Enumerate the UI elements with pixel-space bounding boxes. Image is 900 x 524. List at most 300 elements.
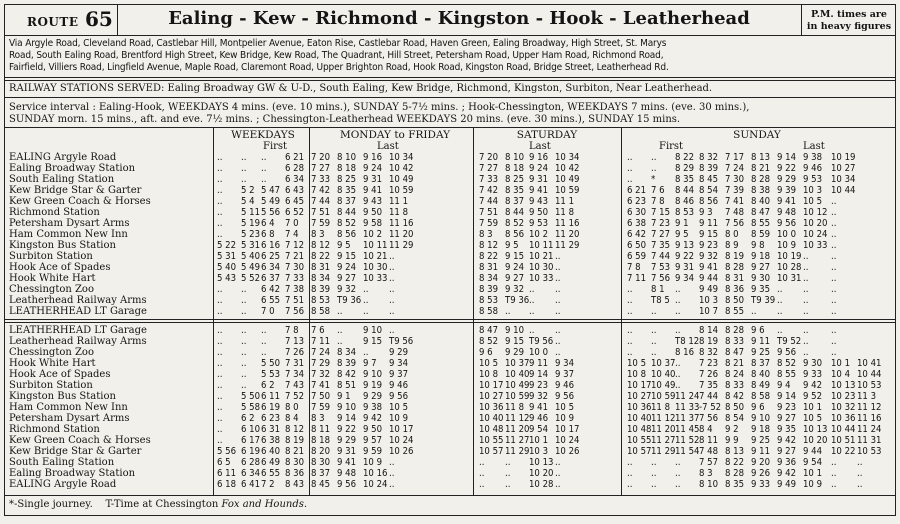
inbound-time-cell: 8 20 [311, 446, 331, 457]
outbound-time-cell: 9 32 [505, 284, 525, 295]
outbound-time-cell: .. [337, 306, 343, 317]
inbound-time-cell: .. [675, 479, 681, 490]
outbound-time-cell: 8 3 [479, 229, 493, 240]
inbound-time-cell: 10 24 [555, 435, 580, 446]
inbound-time-cell: 10 40 [505, 369, 530, 380]
outbound-time-cell: .. [389, 295, 395, 306]
inbound-time-cell: 8 32 [699, 347, 719, 358]
outbound-time-cell: 8 34 [311, 273, 331, 284]
outbound-time-cell: 7 12 [285, 240, 305, 251]
inbound-stop-5: Surbiton Station [9, 380, 93, 391]
inbound-time-cell: 9 7 [363, 358, 377, 369]
outbound-time-cell: .. [555, 251, 561, 262]
inbound-time-cell: 6 23 [261, 413, 281, 424]
outbound-time-cell: 10 2 [363, 229, 383, 240]
inbound-time-cell: 7 11 [311, 336, 331, 347]
inbound-time-cell: 11 12 [505, 413, 530, 424]
outbound-time-cell: 6 50 [627, 240, 647, 251]
inbound-time-cell: .. [217, 391, 223, 402]
outbound-time-cell: 8 59 [751, 229, 771, 240]
inbound-time-cell: 7 34 [285, 369, 305, 380]
outbound-time-cell: 9 31 [529, 174, 549, 185]
inbound-time-cell: 6 31 [261, 424, 281, 435]
outbound-time-cell: 9 8 [751, 240, 765, 251]
inbound-time-cell: 9 38 [363, 402, 383, 413]
inbound-stop-0: LEATHERHEAD LT Garage [9, 325, 147, 336]
inbound-time-cell: 8 52 [777, 358, 797, 369]
inbound-time-cell: 8 33 [725, 380, 745, 391]
inbound-time-cell: 11 31 [857, 435, 882, 446]
outbound-time-cell: 7 27 [311, 163, 331, 174]
outbound-time-cell: 8 10 [337, 152, 357, 163]
inbound-time-cell: .. [627, 479, 633, 490]
divider [5, 495, 895, 496]
group-monday-friday: MONDAY to FRIDAY [339, 129, 451, 141]
outbound-time-cell: 7 56 [651, 273, 671, 284]
outbound-time-cell: .. [831, 251, 837, 262]
outbound-time-cell: 7 15 [651, 207, 671, 218]
inbound-time-cell: 8 24 [725, 369, 745, 380]
inbound-time-cell: .. [627, 457, 633, 468]
outbound-time-cell: .. [831, 273, 837, 284]
inbound-time-cell: 9 56 [777, 347, 797, 358]
outbound-time-cell: 6 38 [627, 218, 647, 229]
inbound-time-cell: 8 28 [725, 325, 745, 336]
outbound-time-cell: 7 56 [725, 218, 745, 229]
inbound-time-cell: 9 11 [751, 336, 771, 347]
outbound-time-cell: 7 59 [311, 218, 331, 229]
inbound-time-cell: 10 1 [529, 435, 549, 446]
outbound-time-cell: 8 12 [479, 240, 499, 251]
outbound-time-cell: .. [831, 306, 837, 317]
outbound-time-cell: 8 28 [751, 174, 771, 185]
outbound-time-cell: 6 55 [261, 295, 281, 306]
inbound-time-cell: 9 6 [479, 347, 493, 358]
footnote-single: *-Single journey. [9, 499, 93, 510]
outbound-time-cell: 9 29 [777, 174, 797, 185]
inbound-time-cell: 9 41 [529, 402, 549, 413]
outbound-time-cell: 8 22 [479, 251, 499, 262]
outbound-stop-14: LEATHERHEAD LT Garage [9, 306, 147, 317]
inbound-time-cell: 9 54 [803, 457, 823, 468]
outbound-time-cell: 9 13 [675, 240, 695, 251]
inbound-time-cell: 6 49 [261, 457, 281, 468]
outbound-time-cell: .. [217, 174, 223, 185]
inbound-time-cell: 7 59 [311, 402, 331, 413]
outbound-time-cell: 9 22 [777, 163, 797, 174]
divider [5, 77, 895, 81]
inbound-time-cell: 10 13 [803, 424, 828, 435]
inbound-time-cell: 9 27 [777, 413, 797, 424]
outbound-time-cell: 8 31 [311, 262, 331, 273]
outbound-time-cell: T8 5 [651, 295, 670, 306]
inbound-time-cell: 9 46 [529, 413, 549, 424]
inbound-time-cell: 10 5 [389, 402, 409, 413]
inbound-time-cell: 11 27 [651, 435, 676, 446]
outbound-time-cell: .. [627, 306, 633, 317]
outbound-time-cell: 8 28 [725, 262, 745, 273]
outbound-time-cell: 9 31 [363, 174, 383, 185]
outbound-time-cell: .. [831, 262, 837, 273]
outbound-time-cell: .. [675, 284, 681, 295]
outbound-time-cell: 7 38 [285, 284, 305, 295]
inbound-time-cell: 10 36 [479, 402, 504, 413]
outbound-time-cell: 9 15 [699, 229, 719, 240]
inbound-time-cell: 9 56 [389, 391, 409, 402]
inbound-time-cell: 5 50 [261, 358, 281, 369]
outbound-time-cell: 6 21 [627, 185, 647, 196]
inbound-time-cell: 10 9 [803, 479, 823, 490]
outbound-time-cell: .. [261, 152, 267, 163]
outbound-stop-7: Ham Common New Inn [9, 229, 128, 240]
outbound-time-cell: 7 30 [285, 262, 305, 273]
outbound-time-cell: 8 18 [505, 163, 525, 174]
inbound-time-cell: 11 20 [505, 424, 530, 435]
outbound-time-cell: 6 8 [261, 229, 275, 240]
outbound-time-cell: 7 41 [725, 196, 745, 207]
outbound-time-cell: 7 44 [651, 251, 671, 262]
inbound-time-cell: 10 32 [831, 402, 856, 413]
inbound-time-cell: 8 21 [725, 358, 745, 369]
outbound-time-cell: .. [651, 163, 657, 174]
inbound-time-cell: .. [241, 347, 247, 358]
outbound-time-cell: 7 59 [479, 218, 499, 229]
outbound-time-cell: 8 34 [479, 273, 499, 284]
inbound-time-cell: 9 31 [337, 446, 357, 457]
inbound-time-cell: 9 42 [803, 380, 823, 391]
inbound-time-cell: 11 37 [675, 413, 700, 424]
inbound-time-cell: .. [857, 479, 863, 490]
inbound-time-cell: .. [831, 479, 837, 490]
outbound-time-cell: 10 19 [831, 152, 856, 163]
inbound-time-cell: 8 45 [311, 479, 331, 490]
inbound-time-cell: 9 33 [803, 369, 823, 380]
inbound-stop-11: Kew Bridge Star & Garter [9, 446, 142, 457]
inbound-time-cell: 9 50 [363, 424, 383, 435]
outbound-time-cell: .. [777, 306, 783, 317]
inbound-time-cell: 11 12 [651, 413, 676, 424]
outbound-time-cell: 7 24 [725, 163, 745, 174]
outbound-time-cell: 10 34 [555, 152, 580, 163]
inbound-time-cell: 9 46 [555, 380, 575, 391]
inbound-stop-8: Petersham Dysart Arms [9, 413, 130, 424]
inbound-time-cell: 9 30 [803, 358, 823, 369]
outbound-time-cell: 9 3 [699, 207, 713, 218]
outbound-time-cell: .. [241, 306, 247, 317]
outbound-time-cell: 8 19 [725, 251, 745, 262]
outbound-time-cell: 8 22 [675, 152, 695, 163]
inbound-time-cell: 8 40 [751, 369, 771, 380]
inbound-time-cell: 9 25 [751, 347, 771, 358]
inbound-time-cell: 10 22 [831, 446, 856, 457]
inbound-time-cell: 9 41 [337, 457, 357, 468]
outbound-time-cell: .. [217, 185, 223, 196]
outbound-time-cell: 7 39 [725, 185, 745, 196]
inbound-time-cell: 10 36 [627, 402, 652, 413]
inbound-time-cell: 10 5 [555, 402, 575, 413]
inbound-time-cell: .. [241, 358, 247, 369]
inbound-time-cell: .. [505, 457, 511, 468]
inbound-time-cell: 8 19 [285, 435, 305, 446]
outbound-time-cell: T9 36 [505, 295, 530, 306]
railway-label: RAILWAY STATIONS SERVED [9, 83, 161, 94]
inbound-time-cell: 10 59 [651, 391, 676, 402]
inbound-time-cell: 10 27 [627, 391, 652, 402]
pm-note-line-2: in heavy figures [806, 21, 892, 32]
outbound-time-cell: 6 52 [285, 207, 305, 218]
outbound-time-cell: 5 40 [217, 262, 237, 273]
inbound-time-cell: 9 6 [751, 325, 765, 336]
inbound-time-cell: 10 37 [505, 358, 530, 369]
inbound-time-cell: 9 22 [337, 424, 357, 435]
inbound-time-cell: 8 18 [311, 435, 331, 446]
inbound-time-cell: 10 1 [803, 402, 823, 413]
outbound-time-cell: 7 0 [261, 306, 275, 317]
inbound-time-cell: 11 8 [651, 402, 671, 413]
inbound-time-cell: .. [363, 347, 369, 358]
outbound-time-cell: 7 51 [311, 207, 331, 218]
inbound-time-cell: 9 14 [337, 413, 357, 424]
inbound-time-cell: 8 42 [725, 391, 745, 402]
outbound-time-cell: 7 33 [479, 174, 499, 185]
outbound-time-cell: 10 11 [363, 240, 388, 251]
inbound-time-cell: 10 13 [831, 380, 856, 391]
outbound-time-cell: 11 29 [389, 240, 414, 251]
inbound-time-cell: 8 11 [311, 424, 331, 435]
outbound-time-cell: 8 35 [505, 185, 525, 196]
inbound-time-cell: 6 10 [241, 424, 261, 435]
outbound-time-cell: 10 11 [529, 240, 554, 251]
outbound-time-cell: 7 20 [311, 152, 331, 163]
inbound-time-cell: 11 8 [505, 402, 525, 413]
outbound-time-cell: 9 41 [529, 185, 549, 196]
outbound-time-cell: .. [627, 295, 633, 306]
outbound-time-cell: .. [831, 229, 837, 240]
outbound-stop-8: Kingston Bus Station [9, 240, 116, 251]
inbound-time-cell: 8 47 [725, 347, 745, 358]
outbound-time-cell: 8 46 [675, 196, 695, 207]
inbound-time-cell: 9 37 [555, 369, 575, 380]
inbound-time-cell: .. [651, 457, 657, 468]
inbound-time-cell: 8 22 [725, 457, 745, 468]
inbound-time-cell: 6 34 [241, 468, 261, 479]
outbound-time-cell: 8 31 [479, 262, 499, 273]
inbound-time-cell: 10 17 [479, 380, 504, 391]
outbound-time-cell: 7 27 [651, 229, 671, 240]
inbound-time-cell: 9 20 [751, 457, 771, 468]
outbound-time-cell: 8 47 [751, 207, 771, 218]
inbound-time-cell: 8 30 [285, 457, 305, 468]
outbound-time-cell: 10 42 [555, 163, 580, 174]
outbound-time-cell: 8 44 [505, 207, 525, 218]
inbound-time-cell: .. [337, 325, 343, 336]
outbound-time-cell: .. [751, 306, 757, 317]
outbound-time-cell: .. [803, 262, 809, 273]
outbound-time-cell: .. [363, 295, 369, 306]
inbound-time-cell: 10 1 [831, 358, 851, 369]
outbound-time-cell: 8 58 [479, 306, 499, 317]
outbound-time-cell: 7 42 [311, 185, 331, 196]
outbound-time-cell: .. [627, 174, 633, 185]
inbound-time-cell: 11 3 [857, 391, 877, 402]
inbound-time-cell: 10 55 [479, 435, 504, 446]
inbound-time-cell: 10 48 [627, 424, 652, 435]
inbound-stop-3: Hook White Hart [9, 358, 96, 369]
inbound-time-cell: 8 16 [675, 347, 695, 358]
outbound-time-cell: 8 31 [725, 273, 745, 284]
inbound-time-cell: 7 44 [699, 391, 719, 402]
inbound-time-cell: 10 41 [857, 358, 882, 369]
inbound-time-cell: 7 41 [311, 380, 331, 391]
outbound-time-cell: 9 24 [363, 163, 383, 174]
inbound-time-cell: 9 29 [389, 347, 409, 358]
inbound-stop-14: EALING Argyle Road [9, 479, 117, 490]
inbound-time-cell: 6 40 [261, 446, 281, 457]
inbound-time-cell: -7 52 [699, 402, 722, 413]
inbound-time-cell: 9 42 [777, 435, 797, 446]
outbound-time-cell: 8 21 [751, 163, 771, 174]
inbound-time-cell: .. [857, 468, 863, 479]
outbound-time-cell: 9 41 [777, 196, 797, 207]
inbound-time-cell: .. [529, 325, 535, 336]
outbound-time-cell: 9 30 [751, 273, 771, 284]
inbound-time-cell: 8 43 [285, 479, 305, 490]
outbound-time-cell: .. [217, 196, 223, 207]
inbound-time-cell: 11 54 [675, 446, 700, 457]
inbound-time-cell: 9 1 [337, 391, 351, 402]
inbound-time-cell: 9 2 [725, 424, 739, 435]
inbound-time-cell: 7 52 [285, 391, 305, 402]
outbound-time-cell: 11 29 [555, 240, 580, 251]
outbound-time-cell: 11 16 [389, 218, 414, 229]
pm-note-line-1: P.M. times are [811, 9, 887, 20]
outbound-time-cell: .. [389, 251, 395, 262]
inbound-time-cell: 8 39 [337, 358, 357, 369]
inbound-time-cell: 8 42 [337, 369, 357, 380]
inbound-time-cell: 11 16 [857, 413, 882, 424]
inbound-time-cell: 11 24 [857, 424, 882, 435]
inbound-time-cell: 10 20 [803, 435, 828, 446]
outbound-time-cell: 9 41 [699, 262, 719, 273]
group-saturday: SATURDAY [516, 129, 578, 141]
inbound-time-cell: 7 32 [311, 369, 331, 380]
outbound-time-cell: 8 45 [699, 174, 719, 185]
inbound-time-cell: 9 42 [777, 468, 797, 479]
outbound-time-cell: .. [777, 295, 783, 306]
outbound-time-cell: 10 21 [529, 251, 554, 262]
outbound-time-cell: 10 33 [529, 273, 554, 284]
inbound-time-cell: 10 1 [803, 468, 823, 479]
outbound-time-cell: .. [627, 163, 633, 174]
inbound-time-cell: 8 34 [337, 347, 357, 358]
group-separator-3 [621, 128, 622, 496]
inbound-time-cell: .. [857, 457, 863, 468]
outbound-time-cell: 10 59 [555, 185, 580, 196]
outbound-time-cell: .. [831, 295, 837, 306]
inbound-time-cell: 8 49 [751, 380, 771, 391]
outbound-time-cell: 7 33 [285, 273, 305, 284]
outbound-time-cell: .. [389, 306, 395, 317]
outbound-time-cell: .. [217, 284, 223, 295]
outbound-time-cell: 10 20 [803, 218, 828, 229]
inbound-time-cell: 10 9 [555, 413, 575, 424]
inbound-time-cell: .. [803, 336, 809, 347]
outbound-time-cell: .. [803, 295, 809, 306]
outbound-time-cell: .. [803, 273, 809, 284]
inbound-time-cell: 11 45 [675, 424, 700, 435]
inbound-time-cell: .. [651, 325, 657, 336]
inbound-time-cell: 9 29 [337, 435, 357, 446]
outbound-time-cell: .. [363, 284, 369, 295]
outbound-time-cell: 7 21 [285, 251, 305, 262]
inbound-time-cell: 9 29 [505, 347, 525, 358]
inbound-time-cell: T8 12 [675, 336, 700, 347]
outbound-stop-0: EALING Argyle Road [9, 152, 117, 163]
outbound-time-cell: 11 16 [555, 218, 580, 229]
inbound-time-cell: 10 5 [479, 358, 499, 369]
inbound-time-cell: 8 36 [285, 468, 305, 479]
outbound-time-cell: 9 38 [803, 152, 823, 163]
outbound-time-cell: .. [831, 240, 837, 251]
inbound-time-cell: 10 16 [363, 468, 388, 479]
outbound-time-cell: 5 19 [241, 218, 261, 229]
outbound-time-cell: 8 9 [725, 240, 739, 251]
outbound-time-cell: 7 35 [651, 240, 671, 251]
outbound-time-cell: 7 44 [479, 196, 499, 207]
inbound-time-cell: 9 4 [777, 380, 791, 391]
outbound-time-cell: 8 0 [725, 229, 739, 240]
inbound-time-cell: 10 48 [479, 424, 504, 435]
outbound-time-cell: 8 50 [725, 295, 745, 306]
outbound-time-cell: 9 53 [803, 174, 823, 185]
outbound-time-cell: 8 40 [751, 196, 771, 207]
outbound-time-cell: 10 27 [831, 163, 856, 174]
inbound-time-cell: 10 9 [389, 413, 409, 424]
outbound-time-cell: 9 56 [777, 218, 797, 229]
inbound-time-cell: .. [627, 347, 633, 358]
inbound-time-cell: 8 4 [285, 413, 299, 424]
outbound-time-cell: 10 34 [831, 174, 856, 185]
inbound-time-cell: .. [555, 336, 561, 347]
outbound-time-cell: .. [241, 163, 247, 174]
inbound-time-cell: 7 2 [261, 479, 275, 490]
inbound-time-cell: 6 2 [261, 380, 275, 391]
inbound-time-cell: 11 20 [651, 424, 676, 435]
outbound-time-cell: 9 5 [675, 229, 689, 240]
inbound-time-cell: 10 17 [627, 380, 652, 391]
inbound-time-cell: .. [389, 457, 395, 468]
inbound-time-cell: 7 29 [311, 358, 331, 369]
outbound-time-cell: .. [803, 251, 809, 262]
outbound-time-cell: 9 50 [529, 207, 549, 218]
outbound-time-cell: 8 44 [675, 185, 695, 196]
via-line-2: Road, South Ealing Road, Brentford High Street, Kew Bridge, Kew Road, The Quadrant, Hill Street, Petersham Road, Upper Ham Road, Richmond Road, [9, 50, 664, 61]
outbound-stop-10: Hook Ace of Spades [9, 262, 111, 273]
outbound-time-cell: 9 48 [777, 207, 797, 218]
inbound-time-cell: 10 44 [831, 424, 856, 435]
inbound-time-cell: 7 35 [699, 380, 719, 391]
outbound-time-cell: .. [505, 306, 511, 317]
inbound-time-cell: 6 38 [261, 435, 281, 446]
inbound-time-cell: 8 12 [285, 424, 305, 435]
outbound-time-cell: 8 12 [311, 240, 331, 251]
outbound-stop-1: Ealing Broadway Station [9, 163, 136, 174]
outbound-time-cell: 6 16 [261, 240, 281, 251]
outbound-time-cell: .. [217, 295, 223, 306]
inbound-time-cell: .. [261, 347, 267, 358]
inbound-time-cell: 10 24 [363, 479, 388, 490]
outbound-time-cell: 7 51 [285, 295, 305, 306]
